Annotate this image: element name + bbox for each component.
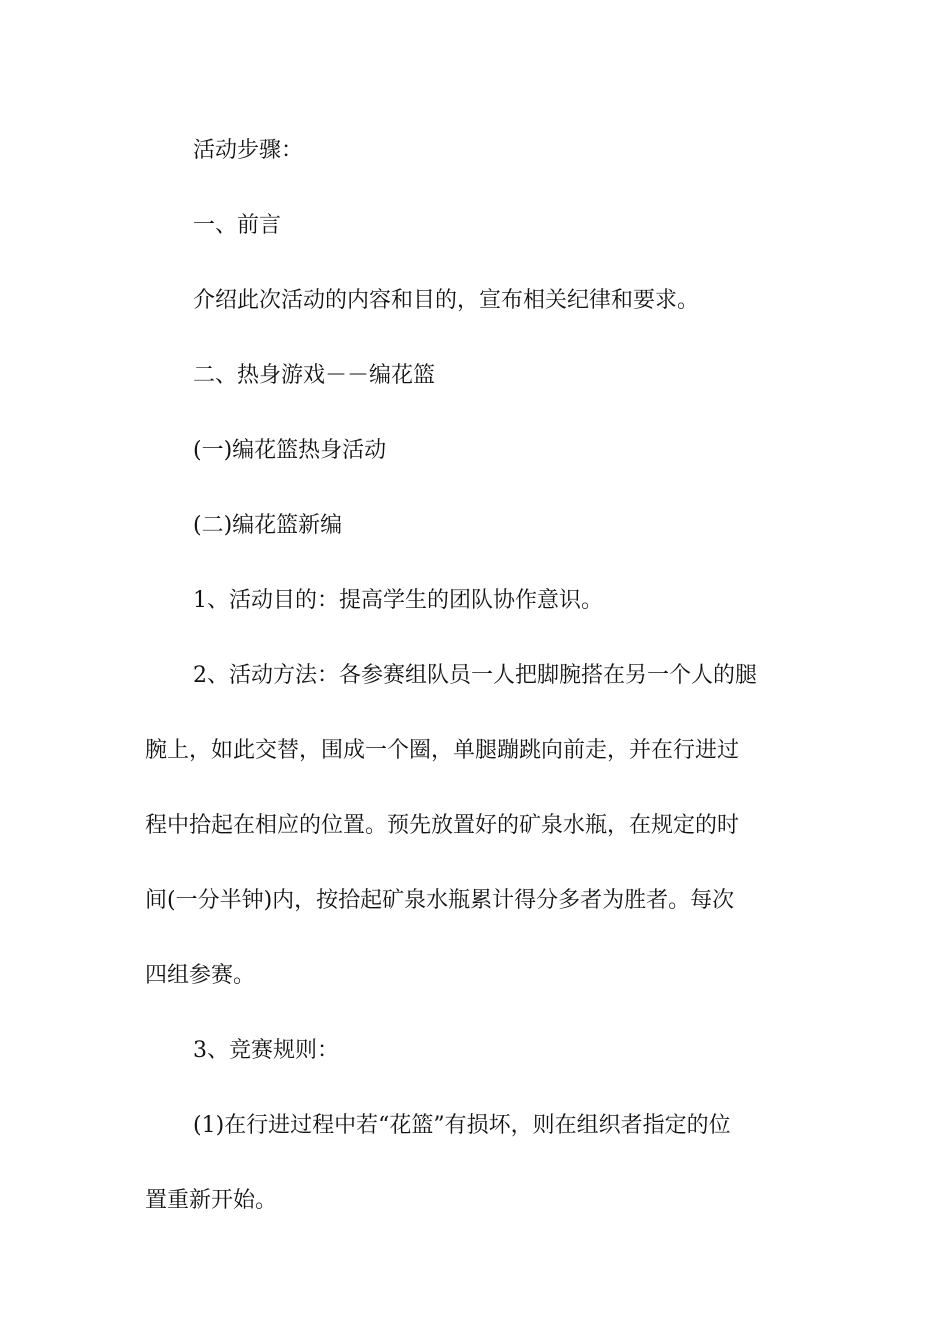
text-line-method-continued-4: 四组参赛。 xyxy=(145,963,256,988)
text-line-section-warmup: 二、热身游戏－－编花篮 xyxy=(193,363,436,388)
text-line-section-preface: 一、前言 xyxy=(193,213,282,238)
text-line-activity-steps: 活动步骤： xyxy=(193,138,304,163)
text-line-method-continued-3: 间(一分半钟)内，按拾起矿泉水瓶累计得分多者为胜者。每次 xyxy=(145,888,735,913)
text-line-subsection-2: (二)编花篮新编 xyxy=(193,513,343,538)
text-line-activity-purpose: 1、活动目的：提高学生的团队协作意识。 xyxy=(193,588,603,613)
text-line-introduction: 介绍此次活动的内容和目的，宣布相关纪律和要求。 xyxy=(193,288,700,313)
text-line-rule-1: (1)在行进过程中若“花篮”有损坏，则在组织者指定的位 xyxy=(193,1113,731,1138)
text-line-competition-rules: 3、竞赛规则： xyxy=(193,1038,339,1063)
text-line-method-continued-2: 程中拾起在相应的位置。预先放置好的矿泉水瓶，在规定的时 xyxy=(145,813,740,838)
text-line-activity-method: 2、活动方法：各参赛组队员一人把脚腕搭在另一个人的腿 xyxy=(193,663,757,688)
text-line-subsection-1: (一)编花篮热身活动 xyxy=(193,438,387,463)
text-line-method-continued-1: 腕上，如此交替，围成一个圈，单腿蹦跳向前走，并在行进过 xyxy=(145,738,740,763)
text-line-rule-1-continued: 置重新开始。 xyxy=(145,1188,278,1213)
